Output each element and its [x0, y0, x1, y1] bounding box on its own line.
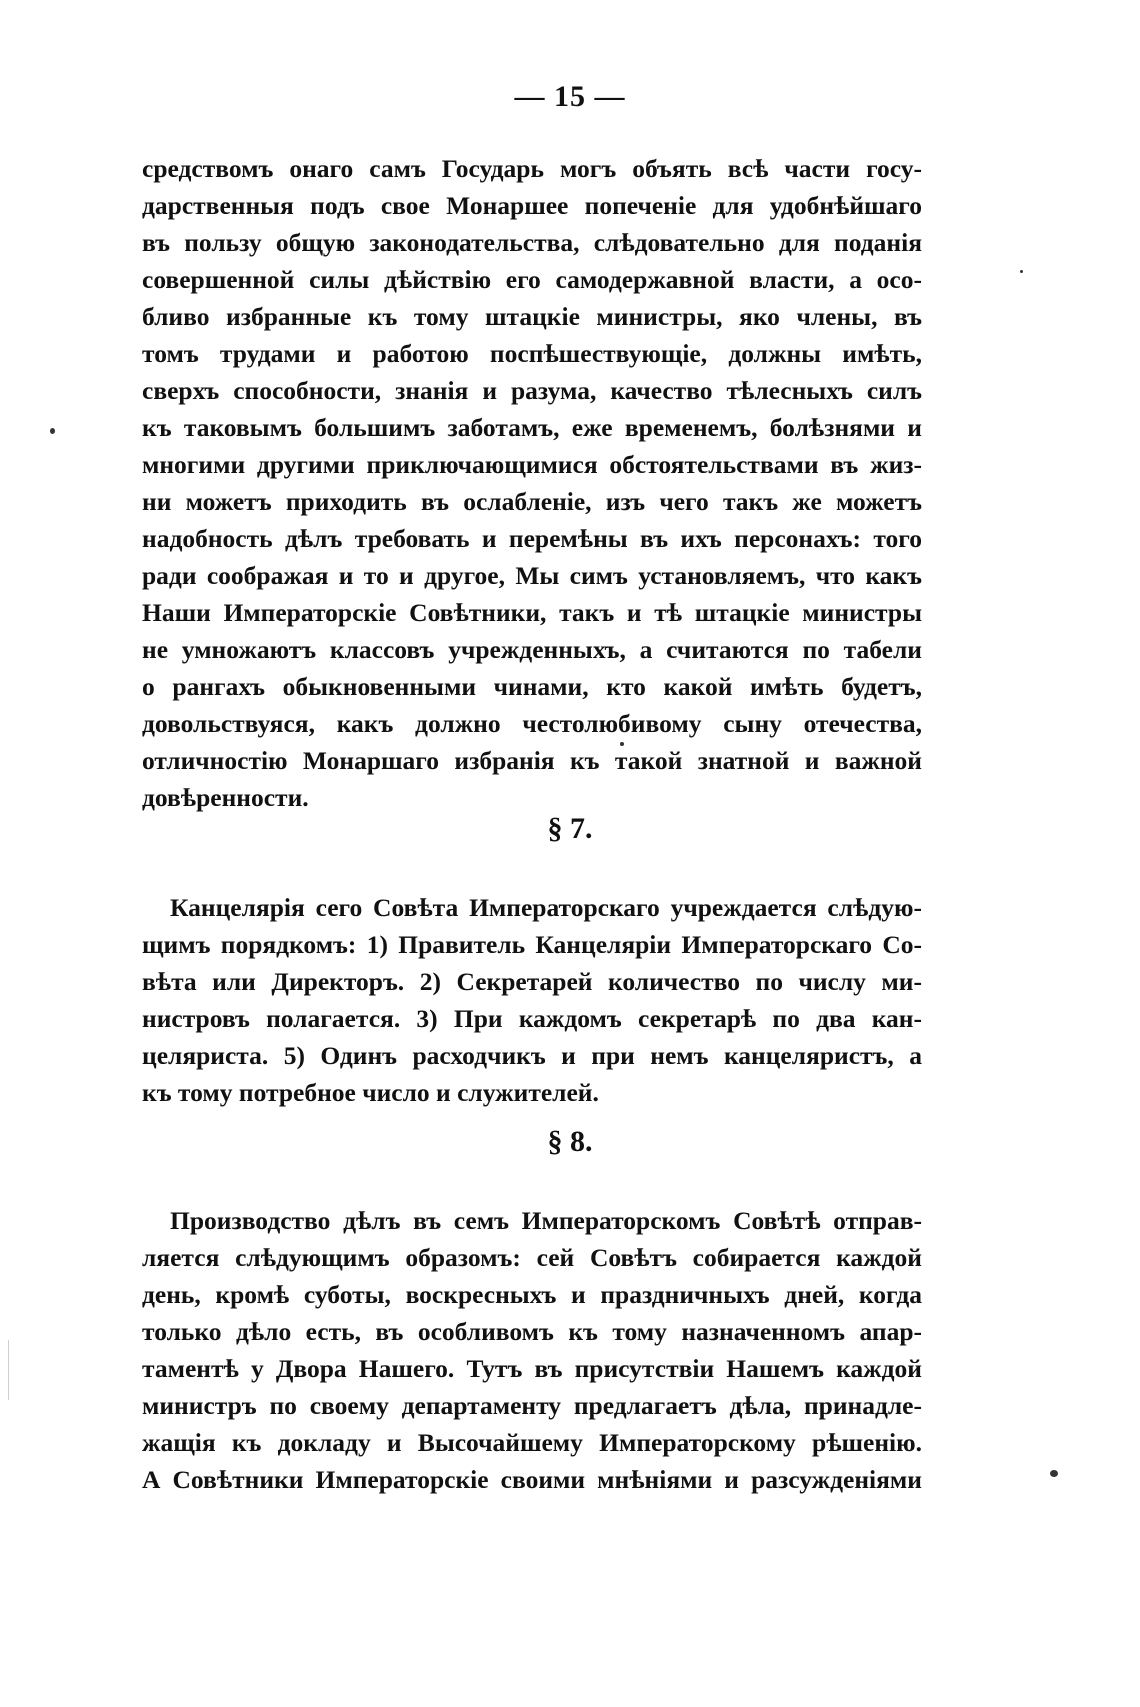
text-line: средствомъ онаго самъ Государь могъ объять всѣ части госу-: [142, 154, 922, 183]
section-heading-8: § 8.: [547, 1125, 593, 1158]
scan-speck: [1020, 270, 1023, 273]
text-line: только дѣло есть, въ особливомъ къ тому назначенномъ апар-: [142, 1317, 922, 1346]
text-line: совершенной силы дѣйствію его самодержавной власти, а осо-: [142, 265, 922, 294]
text-line: бливо избранные къ тому штацкіе министры, яко члены, въ: [142, 302, 922, 331]
text-line: Производство дѣлъ въ семъ Императорскомъ Совѣтѣ отправ-: [170, 1206, 922, 1235]
text-line: ляется слѣдующимъ образомъ: сей Совѣтъ собирается каждой: [142, 1243, 922, 1272]
text-line: о рангахъ обыкновенными чинами, кто какой имѣть будетъ,: [142, 672, 922, 701]
text-line: Наши Императорскіе Совѣтники, такъ и тѣ штацкіе министры: [142, 598, 922, 627]
text-line: дарственныя подъ свое Монаршее попеченіе для удобнѣйшаго: [142, 191, 922, 220]
paragraph-1: [142, 150, 922, 816]
text-line: многими другими приключающимися обстоятельствами въ жиз-: [142, 450, 922, 479]
text-line: ни можетъ приходить въ ослабленіе, изъ чего такъ же можетъ: [142, 487, 922, 516]
text-line: таментѣ у Двора Нашего. Тутъ въ присутствіи Нашемъ каждой: [142, 1354, 922, 1383]
page-number: — 15 —: [514, 80, 626, 113]
text-line: къ таковымъ большимъ заботамъ, еже временемъ, болѣзнями и: [142, 413, 922, 442]
scan-margin-line: [8, 1340, 9, 1400]
text-line: не умножаютъ классовъ учрежденныхъ, а считаются по табели: [142, 635, 922, 664]
scan-speck: [50, 428, 55, 434]
scan-speck: [1050, 1470, 1058, 1477]
section-heading-7: § 7.: [547, 812, 593, 845]
text-line: сверхъ способности, знанія и разума, качество тѣлесныхъ силъ: [142, 376, 922, 405]
text-line: целяриста. 5) Одинъ расходчикъ и при немъ канцеляристъ, а: [142, 1041, 922, 1070]
section-7-paragraph: [142, 889, 922, 1111]
section-8-paragraph: [142, 1202, 922, 1498]
text-line: въ пользу общую законодательства, слѣдовательно для поданія: [142, 228, 922, 257]
text-line: къ тому потребное число и служителей.: [142, 1078, 599, 1107]
text-line: министръ по своему департаменту предлагаетъ дѣла, принадле-: [142, 1391, 922, 1420]
scan-speck: [620, 742, 624, 746]
text-line: довольствуяся, какъ должно честолюбивому сыну отечества,: [142, 709, 922, 738]
text-line: день, кромѣ суботы, воскресныхъ и праздничныхъ дней, когда: [142, 1280, 922, 1309]
text-line: ради соображая и то и другое, Мы симъ установляемъ, что какъ: [142, 561, 922, 590]
text-line: А Совѣтники Императорскіе своими мнѣніями и разсужденіями: [142, 1465, 922, 1494]
text-line: жащія къ докладу и Высочайшему Императорскому рѣшенію.: [142, 1428, 922, 1457]
text-line: нистровъ полагается. 3) При каждомъ секретарѣ по два кан-: [142, 1004, 922, 1033]
text-line: щимъ порядкомъ: 1) Правитель Канцеляріи Императорскаго Со-: [142, 930, 922, 959]
text-line: надобность дѣлъ требовать и перемѣны въ ихъ персонахъ: того: [142, 524, 922, 553]
text-line: довѣренности.: [142, 783, 309, 812]
text-line: вѣта или Директоръ. 2) Секретарей количество по числу ми-: [142, 967, 922, 996]
text-line: томъ трудами и работою поспѣшествующіе, должны имѣть,: [142, 339, 922, 368]
text-line: отличностію Монаршаго избранія къ такой знатной и важной: [142, 746, 922, 775]
text-line: Канцелярія сего Совѣта Императорскаго учреждается слѣдую-: [170, 893, 922, 922]
